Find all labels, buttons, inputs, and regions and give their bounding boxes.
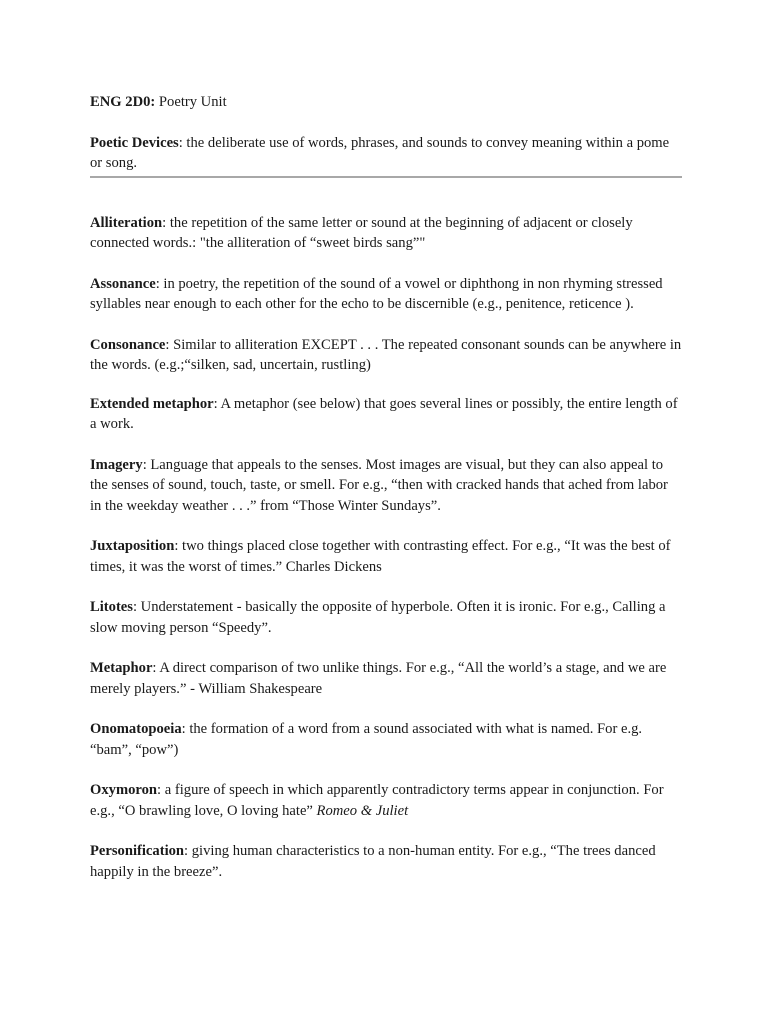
term-definition: : Language that appeals to the senses. Most images are visual, but they can also appeal to the senses of sound, touch, taste, or smell. For e.g., “then with cracked hands that ached from labor in the weekday weather . . .” from “Those Winter Sundays”. [90,456,668,514]
term-name: Imagery [90,456,143,473]
term-metaphor [90,658,682,699]
term-assonance [90,274,682,315]
term-name: Personification [90,843,185,859]
course-code: ENG 2D0: [90,94,156,110]
intro-definition-text: : the deliberate use of words, phrases, and sounds to convey meaning within a pome or song. [90,134,670,171]
term-work-title: Romeo & Juliet [316,802,409,819]
term-definition: : a figure of speech in which apparently contradictory terms appear in conjunction. For e.g., “O brawling love, O loving hate” [90,782,664,819]
term-name: Assonance [90,275,156,292]
term-juxtaposition [90,536,682,577]
term-definition: : the formation of a word from a sound associated with what is named. For e.g. “bam”, “pow”) [90,721,643,758]
term-name: Metaphor [90,660,153,676]
term-consonance [90,335,682,376]
intro-definition [90,133,682,176]
term-name: Consonance [90,336,166,353]
term-litotes [90,597,682,638]
term-name: Onomatopoeia [90,721,182,737]
term-alliteration [90,213,682,254]
term-definition: : two things placed close together with contrasting effect. For e.g., “It was the best of times, it was the worst of times.” Charles Dickens [90,538,671,575]
term-name: Extended metaphor [90,395,214,412]
term-extended-metaphor [90,394,682,435]
term-definition: : the repetition of the same letter or sound at the beginning of adjacent or closely connected words.: "the alliteration of “sweet birds sang”" [90,214,633,251]
term-name: Juxtaposition [90,538,175,554]
term-personification [90,841,682,882]
term-onomatopoeia [90,719,682,760]
term-name: Alliteration [90,214,163,231]
section-divider [90,176,682,178]
unit-title: Poetry Unit [155,94,227,110]
term-definition: : A metaphor (see below) that goes several lines or possibly, the entire length of a work. [90,395,678,432]
term-definition: : in poetry, the repetition of the sound of a vowel or diphthong in non rhyming stressed syllables near enough to each other for the echo to be discernible (e.g., penitence, reticence ). [90,275,663,312]
document-page [90,92,682,902]
term-definition: : A direct comparison of two unlike things. For e.g., “All the world’s a stage, and we are merely players.” - William Shakespeare [90,660,667,697]
term-oxymoron [90,780,682,821]
term-definition: : giving human characteristics to a non-human entity. For e.g., “The trees danced happily in the breeze”. [90,843,656,880]
intro-term: Poetic Devices [90,134,179,151]
term-name: Oxymoron [90,782,158,798]
term-definition: : Similar to alliteration EXCEPT . . . The repeated consonant sounds can be anywhere in the words. (e.g.;“silken, sad, uncertain, rustling) [90,336,682,373]
term-name: Litotes [90,599,133,615]
term-definition: : Understatement - basically the opposite of hyperbole. Often it is ironic. For e.g., Calling a slow moving person “Speedy”. [90,599,666,636]
course-title [90,92,682,113]
term-imagery [90,455,682,517]
